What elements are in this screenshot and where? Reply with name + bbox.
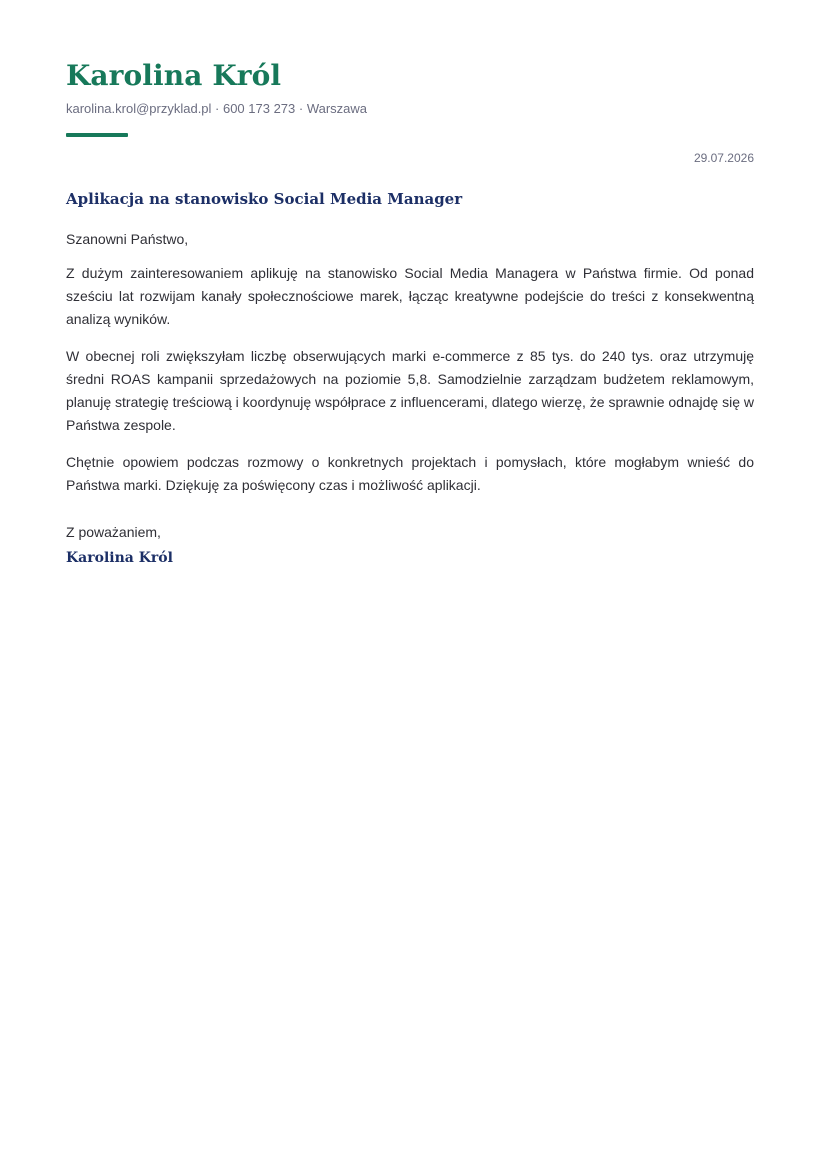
closing: Z poważaniem, xyxy=(66,524,161,540)
letter-subject: Aplikacja na stanowisko Social Media Manager xyxy=(66,190,463,208)
letter-date: 29.07.2026 xyxy=(693,151,754,165)
contact-info: karolina.krol@przyklad.pl · 600 173 273 · Warszawa xyxy=(66,101,368,116)
accent-divider xyxy=(66,133,128,137)
sender-name: Karolina Król xyxy=(66,59,282,92)
signature: Karolina Król xyxy=(66,550,173,566)
salutation: Szanowni Państwo, xyxy=(66,231,189,247)
body-paragraph: W obecnej roli zwiększyłam liczbę obserwujących marki e-commerce z 85 tys. do 240 tys. oraz utrzymuję średni ROAS kampanii sprzedażowych na poziomie 5,8. Samodzielnie zarządzam budżetem reklamowym, planuję strategię treściową i koordynuję współprace z influencerami, dlatego wierzę, że sprawnie odnajdę się w Państwa zespole. xyxy=(66,348,754,433)
body-paragraph: Z dużym zainteresowaniem aplikuję na stanowisko Social Media Managera w Państwa firmie. Od ponad sześciu lat rozwijam kanały społecznościowe marek, łącząc kreatywne podejście do treści z konsekwentną analizą wyników. xyxy=(66,265,754,327)
body-paragraph: Chętnie opowiem podczas rozmowy o konkretnych projektach i pomysłach, które mogłabym wnieść do Państwa marki. Dziękuję za poświęcony czas i możliwość aplikacji. xyxy=(66,454,754,493)
cover-letter xyxy=(66,58,754,569)
